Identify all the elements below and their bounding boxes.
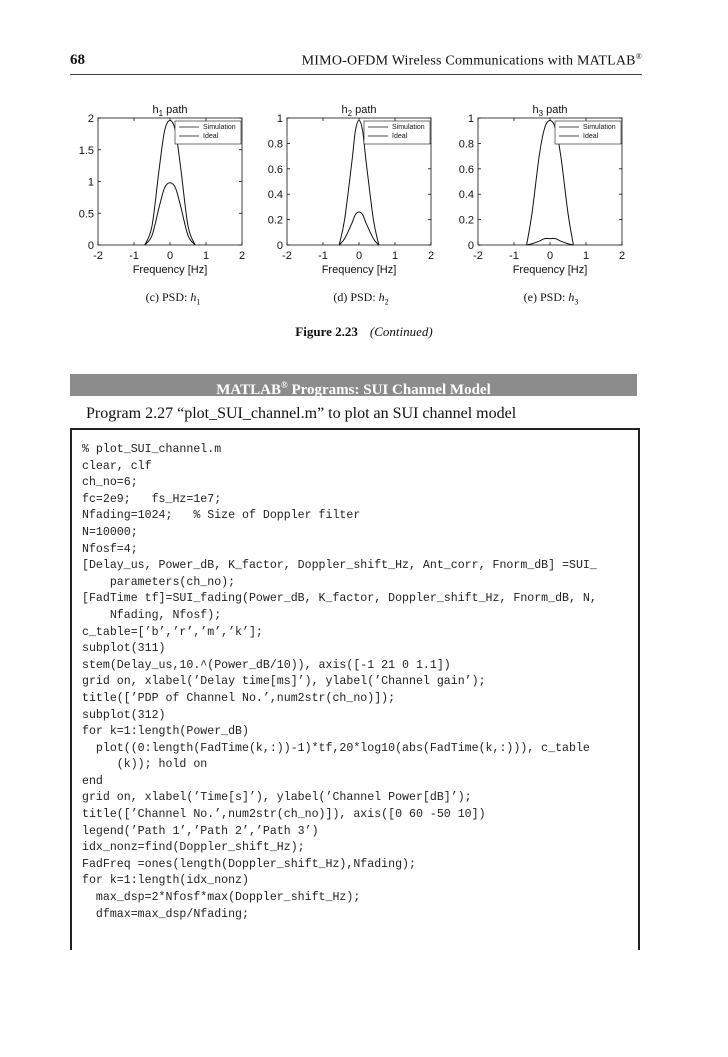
code-line: Nfading=1024; % Size of Doppler filter — [82, 509, 361, 523]
y-tick-label: 0.2 — [458, 214, 474, 227]
code-line: max_dsp=2*Nfosf*max(Doppler_shift_Hz); — [82, 891, 361, 905]
plot-2 — [247, 95, 437, 310]
y-tick-label: 0.6 — [267, 163, 283, 176]
figure-caption-label: Figure 2.23 — [295, 324, 358, 339]
x-tick-label: 1 — [391, 250, 399, 262]
x-tick-label: -1 — [129, 250, 139, 262]
plot-1 — [58, 95, 248, 310]
code-line: fc=2e9; fs_Hz=1e7; — [82, 492, 222, 506]
code-line: [Delay_us, Power_dB, K_factor, Doppler_shift_Hz, Ant_corr, Fnorm_dB] =SUI_ — [82, 559, 597, 573]
y-tick-label: 0 — [276, 240, 283, 252]
code-listing — [82, 442, 597, 923]
x-tick-label: 0 — [546, 250, 554, 262]
x-tick-label: 1 — [202, 250, 210, 262]
chart-svg — [438, 95, 628, 310]
code-line: N=10000; — [82, 525, 138, 539]
section-title: MATLAB — [216, 382, 281, 398]
caption-d-var: h — [378, 290, 385, 304]
caption-e-sub: 3 — [574, 297, 579, 307]
y-tick-label: 0.5 — [78, 208, 94, 221]
caption-d — [266, 290, 456, 306]
registered-mark: ® — [635, 52, 642, 61]
caption-e-prefix: (e) PSD: — [523, 290, 569, 304]
caption-c-sub: 1 — [196, 297, 201, 307]
page-number: 68 — [70, 52, 85, 68]
figure-caption — [0, 324, 728, 340]
x-tick-label: 2 — [238, 250, 246, 262]
y-tick-label: 1.5 — [78, 144, 94, 157]
caption-e-var: h — [568, 290, 575, 304]
x-tick-label: 2 — [427, 250, 435, 262]
code-line: clear, clf — [82, 459, 152, 473]
code-line: end — [82, 774, 103, 788]
header-rule — [70, 74, 642, 75]
y-tick-label: 1 — [87, 176, 94, 189]
x-tick-label: -2 — [473, 250, 483, 262]
chart-svg — [247, 95, 437, 310]
running-title-text: MIMO-OFDM Wireless Communications with MATLAB — [301, 53, 636, 69]
code-line: Nfading, Nfosf); — [82, 608, 222, 622]
x-axis-label: Frequency [Hz] — [512, 264, 588, 276]
plot-title-sub: 3 — [538, 109, 544, 118]
x-tick-label: 2 — [618, 250, 626, 262]
plot-title-sub: 2 — [347, 109, 353, 118]
code-line: % plot_SUI_channel.m — [82, 443, 222, 456]
x-axis-label: Frequency [Hz] — [132, 264, 208, 276]
code-line: dfmax=max_dsp/Nfading; — [82, 907, 249, 921]
plot-title — [532, 104, 567, 118]
code-box — [70, 428, 640, 950]
code-line: for k=1:length(idx_nonz) — [82, 874, 249, 888]
y-tick-label: 0.4 — [458, 189, 474, 202]
caption-c — [78, 290, 268, 306]
figure-caption-text: (Continued) — [369, 324, 433, 339]
legend-label: Ideal — [203, 133, 219, 140]
y-tick-label: 0.8 — [458, 138, 474, 151]
code-line: grid on, xlabel(’Time[s]’), ylabel(’Channel Power[dB]’); — [82, 791, 472, 805]
section-bar — [70, 374, 637, 396]
plot-title-sub: 1 — [158, 109, 164, 118]
y-tick-label: 0.2 — [267, 214, 283, 227]
plot-title-base: h — [532, 104, 539, 116]
code-line: subplot(312) — [82, 708, 166, 722]
x-tick-label: 1 — [582, 250, 590, 262]
plot-title-suffix: path — [163, 104, 188, 116]
x-tick-label: -1 — [318, 250, 328, 262]
y-tick-label: 0 — [87, 240, 94, 252]
y-tick-label: 1 — [467, 113, 474, 125]
code-line: for k=1:length(Power_dB) — [82, 725, 249, 739]
legend-label: Ideal — [392, 133, 408, 140]
code-line: ch_no=6; — [82, 476, 138, 490]
legend-label: Simulation — [392, 124, 425, 131]
running-title — [302, 52, 642, 70]
plot-title-base: h — [152, 104, 159, 116]
caption-d-sub: 2 — [384, 297, 389, 307]
legend-label: Ideal — [583, 133, 599, 140]
code-line: grid on, xlabel(’Delay time[ms]’), ylabel(’Channel gain’); — [82, 675, 486, 689]
plot-title-base: h — [341, 104, 348, 116]
plot-title-suffix: path — [543, 104, 568, 116]
code-line: c_table=[’b’,’r’,’m’,’k’]; — [82, 625, 263, 639]
y-tick-label: 0.6 — [458, 163, 474, 176]
code-line: title([’PDP of Channel No.’,num2str(ch_no)]); — [82, 691, 396, 705]
x-axis-label: Frequency [Hz] — [321, 264, 397, 276]
x-tick-label: -2 — [282, 250, 292, 262]
y-tick-label: 0 — [467, 240, 474, 252]
code-line: title([’Channel No.’,num2str(ch_no)]), axis([0 60 -50 10]) — [82, 808, 486, 822]
code-line: idx_nonz=find(Doppler_shift_Hz); — [82, 841, 305, 855]
chart-svg — [58, 95, 248, 310]
y-tick-label: 2 — [87, 113, 94, 125]
ideal-curve — [145, 183, 195, 245]
code-line: legend(’Path 1’,’Path 2’,’Path 3’) — [82, 824, 319, 838]
x-tick-label: -2 — [93, 250, 103, 262]
code-line: subplot(311) — [82, 642, 166, 656]
legend-label: Simulation — [203, 124, 236, 131]
plot-3 — [438, 95, 628, 310]
y-tick-label: 0.8 — [267, 138, 283, 151]
section-subtitle: Programs: SUI Channel Model — [287, 382, 491, 398]
legend-label: Simulation — [583, 124, 616, 131]
program-title: Program 2.27 “plot_SUI_channel.m” to plot an SUI channel model — [86, 405, 517, 422]
plot-title — [152, 104, 187, 118]
caption-c-var: h — [190, 290, 197, 304]
x-tick-label: -1 — [509, 250, 519, 262]
code-line: stem(Delay_us,10.^(Power_dB/10)), axis([-1 21 0 1.1]) — [82, 658, 451, 672]
caption-d-prefix: (d) PSD: — [333, 290, 379, 304]
plot-title-suffix: path — [352, 104, 377, 116]
caption-e — [456, 290, 646, 306]
code-line: parameters(ch_no); — [82, 575, 236, 589]
section-registered-mark: ® — [280, 380, 288, 390]
code-line: [FadTime tf]=SUI_fading(Power_dB, K_factor, Doppler_shift_Hz, Fnorm_dB, N, — [82, 592, 597, 606]
plot-title — [341, 104, 376, 118]
code-line: Nfosf=4; — [82, 542, 138, 556]
code-line: FadFreq =ones(length(Doppler_shift_Hz),Nfading); — [82, 857, 416, 871]
y-tick-label: 1 — [276, 113, 283, 125]
code-line: plot((0:length(FadTime(k,:))-1)*tf,20*log10(abs(FadTime(k,:))), c_table — [82, 741, 590, 755]
x-tick-label: 0 — [355, 250, 363, 262]
code-line: (k)); hold on — [82, 758, 208, 772]
y-tick-label: 0.4 — [267, 189, 283, 202]
x-tick-label: 0 — [166, 250, 174, 262]
caption-c-prefix: (c) PSD: — [145, 290, 191, 304]
